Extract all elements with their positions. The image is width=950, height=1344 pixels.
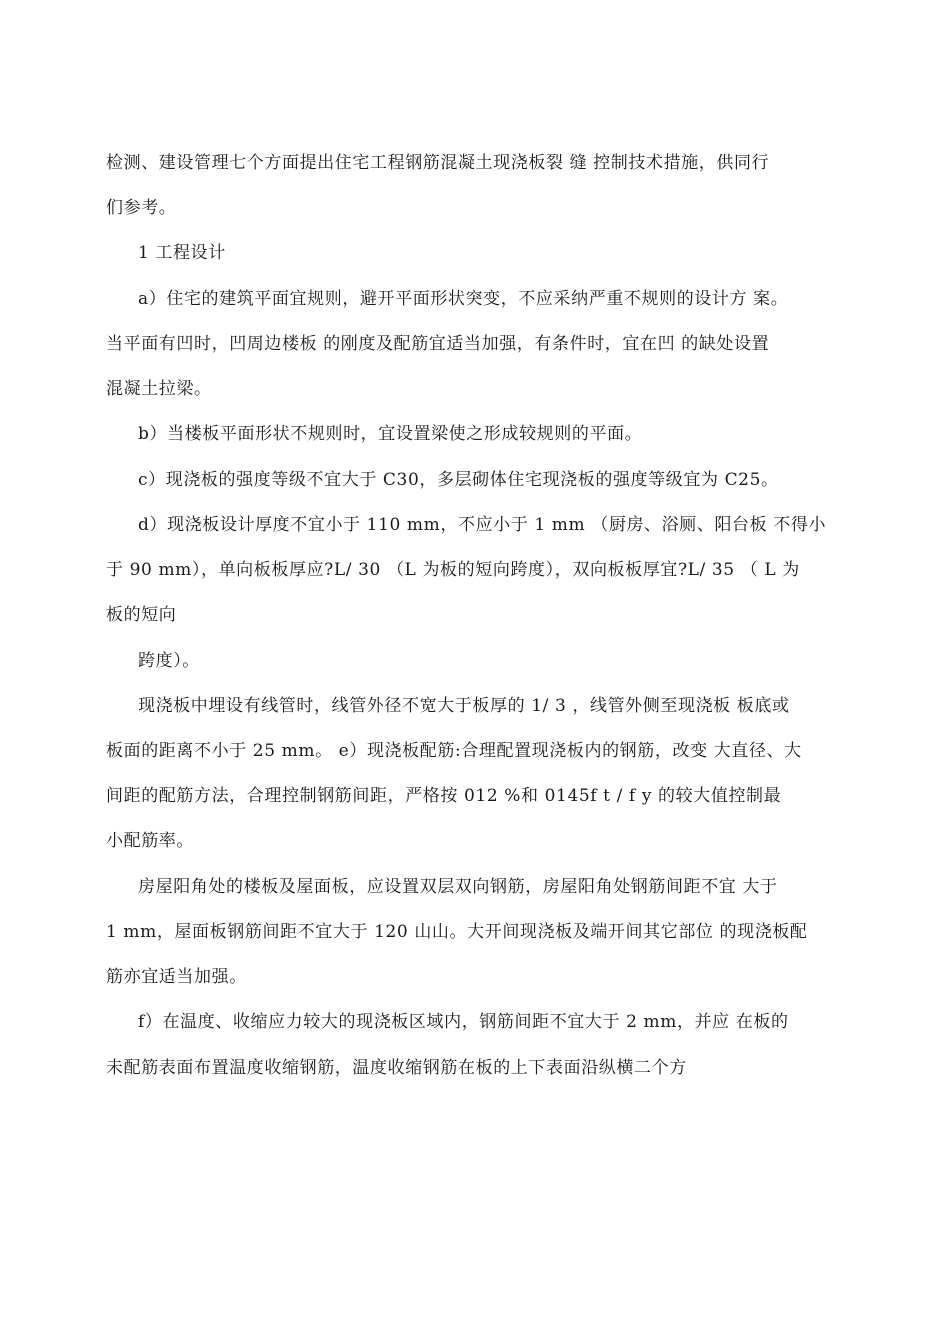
text-line-16: 小配筋率。	[106, 831, 194, 851]
text-line-5: 当平面有凹时，凹周边楼板 的刚度及配筋宜适当加强，有条件时，宜在凹 的缺处设置	[106, 334, 770, 354]
text-line-6: 混凝土拉梁。	[106, 379, 212, 399]
text-line-15: 间距的配筋方法，合理控制钢筋间距，严格按 012 %和 0145f t / f y 的较大值控制最	[106, 786, 782, 806]
text-line-13: 现浇板中埋设有线管时，线管外径不宽大于板厚的 1/ 3 ，线管外侧至现浇板 板底或	[138, 696, 790, 716]
text-line-19: 筋亦宜适当加强。	[106, 967, 247, 987]
text-line-21: 未配筋表面布置温度收缩钢筋，温度收缩钢筋在板的上下表面沿纵横二个方	[106, 1058, 687, 1078]
text-line-b: b）当楼板平面形状不规则时，宜设置梁使之形成较规则的平面。	[138, 424, 643, 444]
text-line-d: d）现浇板设计厚度不宜小于 110 mm，不应小于 1 mm （厨房、浴厕、阳台板 不得小	[138, 515, 827, 535]
section-heading: 1 工程设计	[138, 243, 226, 263]
text-line-14: 板面的距离不小于 25 mm。 e）现浇板配筋:合理配置现浇板内的钢筋，改变 大直径、大	[106, 741, 802, 761]
text-line-11: 板的短向	[106, 605, 177, 625]
text-line-1: 检测、建设管理七个方面提出住宅工程钢筋混凝土现浇板裂 缝 控制技术措施，供同行	[106, 153, 770, 173]
text-line-18: 1 mm，屋面板钢筋间距不宜大于 120 山山。大开间现浇板及端开间其它部位 的现浇板配	[106, 922, 808, 942]
text-line-2: 们参考。	[106, 198, 177, 218]
text-line-12: 跨度）。	[138, 651, 200, 671]
text-line-17: 房屋阳角处的楼板及屋面板，应设置双层双向钢筋，房屋阳角处钢筋间距不宜 大于	[138, 877, 778, 897]
text-line-10: 于 90 mm），单向板板厚应?L/ 30 （L 为板的短向跨度），双向板板厚宜?L/ 35 （ L 为	[106, 560, 800, 580]
text-line-f: f）在温度、收缩应力较大的现浇板区域内，钢筋间距不宜大于 2 mm，并应 在板的	[138, 1012, 789, 1032]
text-line-a: a）住宅的建筑平面宜规则，避开平面形状突变，不应采纳严重不规则的设计方 案。	[138, 289, 789, 309]
text-line-c: c）现浇板的强度等级不宜大于 C30，多层砌体住宅现浇板的强度等级宜为 C25。	[138, 470, 779, 490]
